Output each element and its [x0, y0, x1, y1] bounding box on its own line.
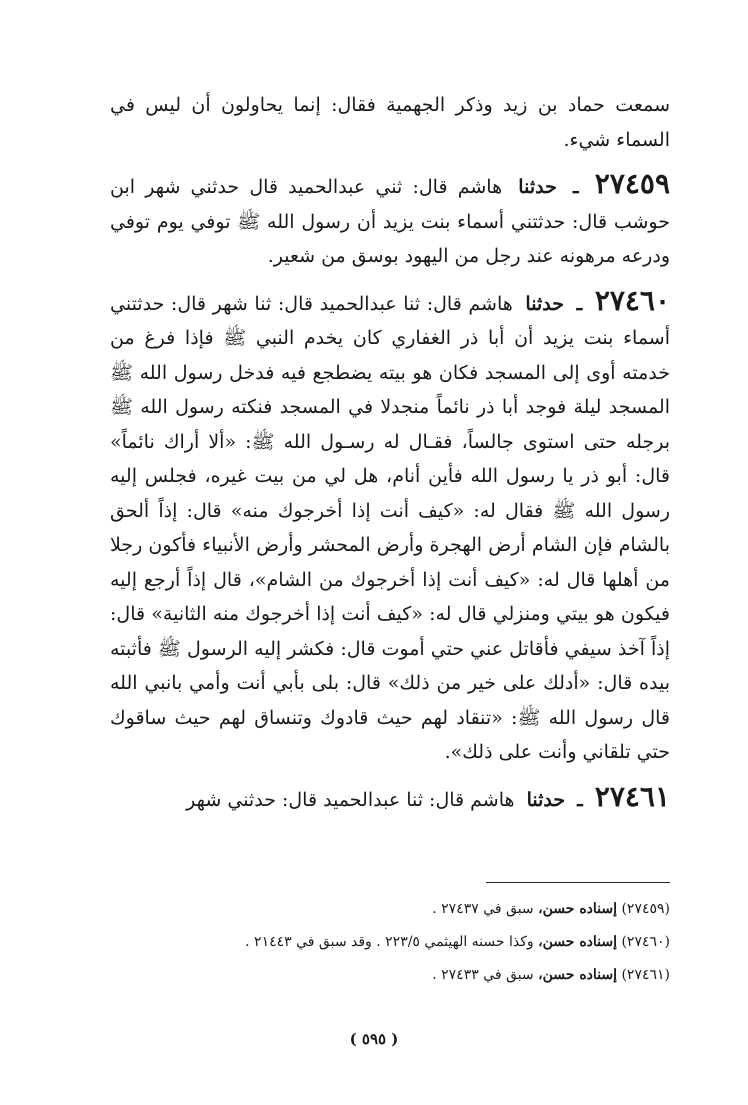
footnote-ref: (٢٧٤٦١) — [621, 967, 670, 983]
page-number: ( ٥٩٥ ) — [349, 1030, 399, 1048]
hadith-27459 — [110, 167, 670, 274]
footnote-ref: (٢٧٤٦٠) — [621, 934, 670, 950]
hadith-number: ٢٧٤٥٩ — [594, 167, 670, 200]
paragraph-text: هاشم قال: ثنا عبدالحميد قال: ثنا شهر قال: حدثتني أسماء بنت يزيد أن أبا ذر الغفاري كان يخدم النبي ﷺ فإذا فرغ من خدمته أوى إلى المسجد فكان هو بيته يضطجع فيه فدخل رسول الله ﷺ المسجد ليلة فوجد أبا ذر نائماً منجدلا في المسجد فنكته رسول الله ﷺ برجله حتى استوى جالساً، فقـال له رسـول الله ﷺ: «ألا أراك نائماً» قال: أبو ذر يا رسول الله فأين أنام، هل لي من بيت غيره، فجلس إليه رسول الله ﷺ فقال له: «كيف أنت إذا أخرجوك منه» قال: إذاً ألحق بالشام فإن الشام أرض الهجرة وأرض المحشر وأرض الأنبياء فأكون رجلا من أهلها قال له: «كيف أنت إذا أخرجوك من الشام»، قال إذاً أرجع إليه فيكون هو بيتي ومنزلي قال له: «كيف أنت إذا أخرجوك منه الثانية» قال: إذاً آخذ سيفي فأقاتل عني حتي أموت قال: فكشر إليه الرسول ﷺ فأثبته بيده قال: «أدلك على خير من ذلك» قال: بلى بأبي أنت وأمي بانبي الله قال رسول الله ﷺ: «تنقاد لهم حيث قادوك وتنساق لهم حيث ساقوك حتي تلقاني وأنت على ذلك». — [110, 292, 670, 763]
footnotes — [110, 893, 670, 992]
hadith-number: ٢٧٤٦٠ — [594, 283, 671, 317]
footnote-grade: إسناده حسن، — [538, 967, 617, 983]
footnote — [110, 926, 670, 959]
footnote-ref: (٢٧٤٥٩) — [621, 901, 670, 917]
paragraph-text: هاشم قال: ثنا عبدالحميد قال: حدثني شهر — [186, 788, 515, 811]
footnote-grade: إسناده حسن، — [538, 901, 617, 917]
main-text — [110, 88, 670, 827]
hadith-27460 — [110, 284, 670, 770]
paragraph-text: سمعت حماد بن زيد وذكر الجهمية فقال: إنما يحاولون أن ليس في السماء شيء. — [110, 94, 670, 151]
hadith-dash: ـ — [576, 292, 583, 315]
hadith-number: ٢٧٤٦١ — [594, 779, 670, 813]
hadith-lead-word: حدثنا — [525, 292, 564, 315]
footnote-text: سبق في ٢٧٤٣٧ . — [432, 901, 534, 917]
footnote-text: وكذا حسنه الهيثمي ٢٢٣/٥ . وقد سبق في ٢١٤٤٣ . — [245, 934, 534, 950]
footnote-text: سبق في ٢٧٤٣٣ . — [432, 967, 534, 983]
footnote-separator — [486, 882, 670, 883]
hadith-lead-word: حدثنا — [518, 176, 557, 198]
footnote — [110, 893, 670, 926]
hadith-dash: ـ — [573, 176, 579, 198]
intro-paragraph — [110, 88, 670, 157]
hadith-dash: ـ — [577, 788, 583, 811]
footnote-grade: إسناده حسن، — [538, 934, 617, 950]
hadith-lead-word: حدثنا — [526, 788, 566, 811]
hadith-27461 — [110, 780, 670, 818]
footnote — [110, 959, 670, 992]
paragraph-text: هاشم قال: ثني عبدالحميد قال حدثني شهر ابن حوشب قال: حدثتني أسماء بنت يزيد أن رسول الله ﷺ توفي يوم توفي ودرعه مرهونه عند رجل من اليهود بوسق من شعير. — [110, 176, 670, 267]
